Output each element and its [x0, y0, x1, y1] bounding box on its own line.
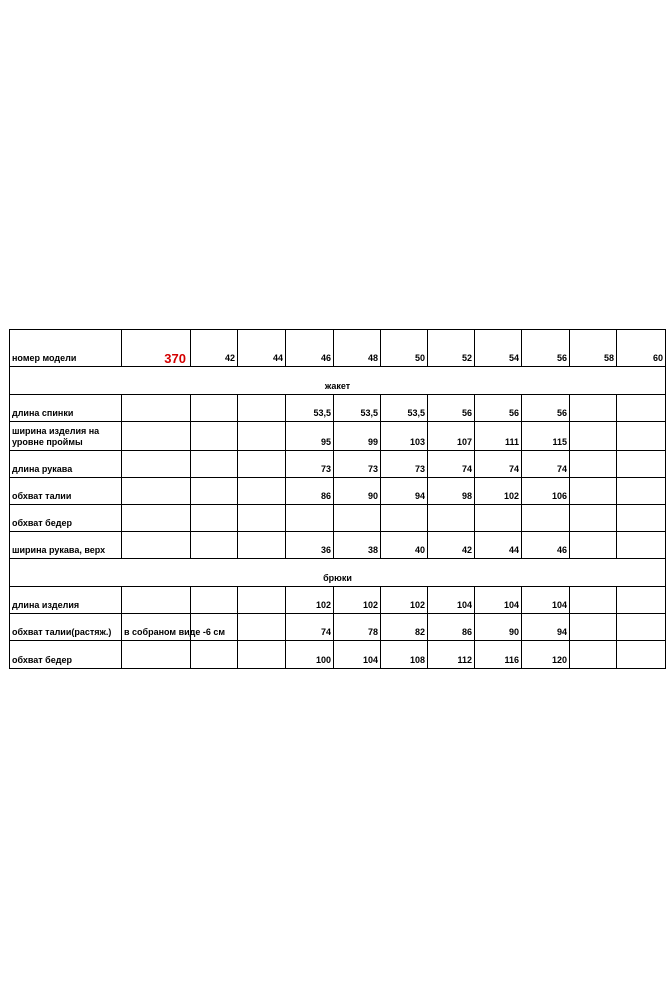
measurement-value: 102	[286, 587, 334, 614]
measurement-value: 94	[522, 614, 570, 641]
table-row	[10, 395, 666, 422]
measurement-value	[617, 614, 666, 641]
model-number: 370	[122, 330, 191, 367]
section-row	[10, 367, 666, 395]
header-row	[10, 330, 666, 367]
measurement-value: 86	[428, 614, 475, 641]
measurement-value: 102	[381, 587, 428, 614]
measurement-value	[191, 505, 238, 532]
measurement-value	[238, 451, 286, 478]
measurement-value: 116	[475, 641, 522, 669]
measurement-label: длина рукава	[10, 451, 122, 478]
size-header: 42	[191, 330, 238, 367]
measurement-value: 111	[475, 422, 522, 451]
measurement-value: 40	[381, 532, 428, 559]
measurement-value: 46	[522, 532, 570, 559]
measurement-value: 108	[381, 641, 428, 669]
measurement-value: 94	[381, 478, 428, 505]
measurement-value: 112	[428, 641, 475, 669]
section-title: жакет	[10, 367, 666, 395]
measurement-value: 98	[428, 478, 475, 505]
size-header: 48	[334, 330, 381, 367]
measurement-note	[122, 505, 191, 532]
measurement-value: 73	[286, 451, 334, 478]
measurement-label: длина изделия	[10, 587, 122, 614]
measurement-value	[570, 395, 617, 422]
measurement-value: 104	[334, 641, 381, 669]
measurement-value	[238, 395, 286, 422]
measurement-value: 74	[286, 614, 334, 641]
size-header: 54	[475, 330, 522, 367]
measurement-value	[191, 587, 238, 614]
size-header: 46	[286, 330, 334, 367]
measurement-value: 73	[381, 451, 428, 478]
measurement-value: 95	[286, 422, 334, 451]
section-row	[10, 559, 666, 587]
measurement-value: 100	[286, 641, 334, 669]
measurement-value	[570, 614, 617, 641]
model-label: номер модели	[10, 330, 122, 367]
size-header: 44	[238, 330, 286, 367]
measurement-value	[238, 422, 286, 451]
measurement-value: 104	[522, 587, 570, 614]
measurement-note	[122, 532, 191, 559]
measurement-value: 99	[334, 422, 381, 451]
table-row	[10, 422, 666, 451]
measurement-label: обхват бедер	[10, 505, 122, 532]
measurement-label: длина спинки	[10, 395, 122, 422]
measurement-label: обхват бедер	[10, 641, 122, 669]
measurement-value	[238, 614, 286, 641]
measurement-value: 115	[522, 422, 570, 451]
measurement-value	[191, 532, 238, 559]
measurement-note	[122, 478, 191, 505]
measurement-value: 104	[475, 587, 522, 614]
table-row	[10, 478, 666, 505]
size-header: 56	[522, 330, 570, 367]
measurement-value: 74	[475, 451, 522, 478]
measurement-value	[475, 505, 522, 532]
measurement-value: 120	[522, 641, 570, 669]
measurement-value	[238, 505, 286, 532]
measurement-note	[122, 422, 191, 451]
measurement-value: 36	[286, 532, 334, 559]
table-row	[10, 641, 666, 669]
measurement-value: 86	[286, 478, 334, 505]
measurement-value: 103	[381, 422, 428, 451]
measurement-value: 73	[334, 451, 381, 478]
measurement-label: ширина рукава, верх	[10, 532, 122, 559]
size-header: 52	[428, 330, 475, 367]
measurement-note	[122, 641, 191, 669]
measurement-value: 104	[428, 587, 475, 614]
measurement-value: 106	[522, 478, 570, 505]
measurement-value: 82	[381, 614, 428, 641]
measurement-value: 90	[334, 478, 381, 505]
measurement-value	[238, 587, 286, 614]
size-header: 58	[570, 330, 617, 367]
measurement-value: 53,5	[334, 395, 381, 422]
table-row	[10, 451, 666, 478]
measurement-value	[570, 641, 617, 669]
measurement-note: в собраном виде -6 см	[122, 614, 191, 641]
measurement-value: 53,5	[286, 395, 334, 422]
measurement-value	[617, 478, 666, 505]
measurement-value	[191, 641, 238, 669]
measurement-value: 42	[428, 532, 475, 559]
measurement-note	[122, 451, 191, 478]
table-row	[10, 614, 666, 641]
measurement-label: ширина изделия на уровне проймы	[10, 422, 122, 451]
measurement-label: обхват талии(растяж.)	[10, 614, 122, 641]
measurement-value: 56	[428, 395, 475, 422]
measurement-value: 102	[475, 478, 522, 505]
measurement-value	[522, 505, 570, 532]
measurement-value	[570, 422, 617, 451]
measurement-value	[570, 532, 617, 559]
measurement-value	[238, 478, 286, 505]
measurement-value: 90	[475, 614, 522, 641]
measurement-value	[570, 505, 617, 532]
measurement-value: 38	[334, 532, 381, 559]
size-chart-table	[9, 329, 666, 669]
section-title: брюки	[10, 559, 666, 587]
measurement-value	[617, 587, 666, 614]
measurement-value	[191, 422, 238, 451]
measurement-value	[570, 587, 617, 614]
measurement-value	[238, 641, 286, 669]
measurement-value	[617, 422, 666, 451]
size-header: 50	[381, 330, 428, 367]
measurement-value: 78	[334, 614, 381, 641]
measurement-value	[617, 641, 666, 669]
measurement-value: 102	[334, 587, 381, 614]
measurement-value	[617, 532, 666, 559]
measurement-value: 53,5	[381, 395, 428, 422]
size-header: 60	[617, 330, 666, 367]
measurement-value: 56	[522, 395, 570, 422]
measurement-value	[617, 451, 666, 478]
measurement-value	[617, 505, 666, 532]
measurement-value	[238, 532, 286, 559]
measurement-note	[122, 587, 191, 614]
measurement-value: 44	[475, 532, 522, 559]
table-row	[10, 587, 666, 614]
measurement-value	[286, 505, 334, 532]
measurement-value: 56	[475, 395, 522, 422]
measurement-value	[617, 395, 666, 422]
measurement-value	[191, 451, 238, 478]
measurement-note	[122, 395, 191, 422]
measurement-value: 107	[428, 422, 475, 451]
measurement-value	[191, 395, 238, 422]
measurement-label: обхват талии	[10, 478, 122, 505]
measurement-value	[570, 478, 617, 505]
measurement-value: 74	[522, 451, 570, 478]
measurement-value	[428, 505, 475, 532]
measurement-value: 74	[428, 451, 475, 478]
measurement-value	[191, 478, 238, 505]
table-row	[10, 505, 666, 532]
table-row	[10, 532, 666, 559]
measurement-value	[570, 451, 617, 478]
measurement-value	[381, 505, 428, 532]
measurement-value	[334, 505, 381, 532]
